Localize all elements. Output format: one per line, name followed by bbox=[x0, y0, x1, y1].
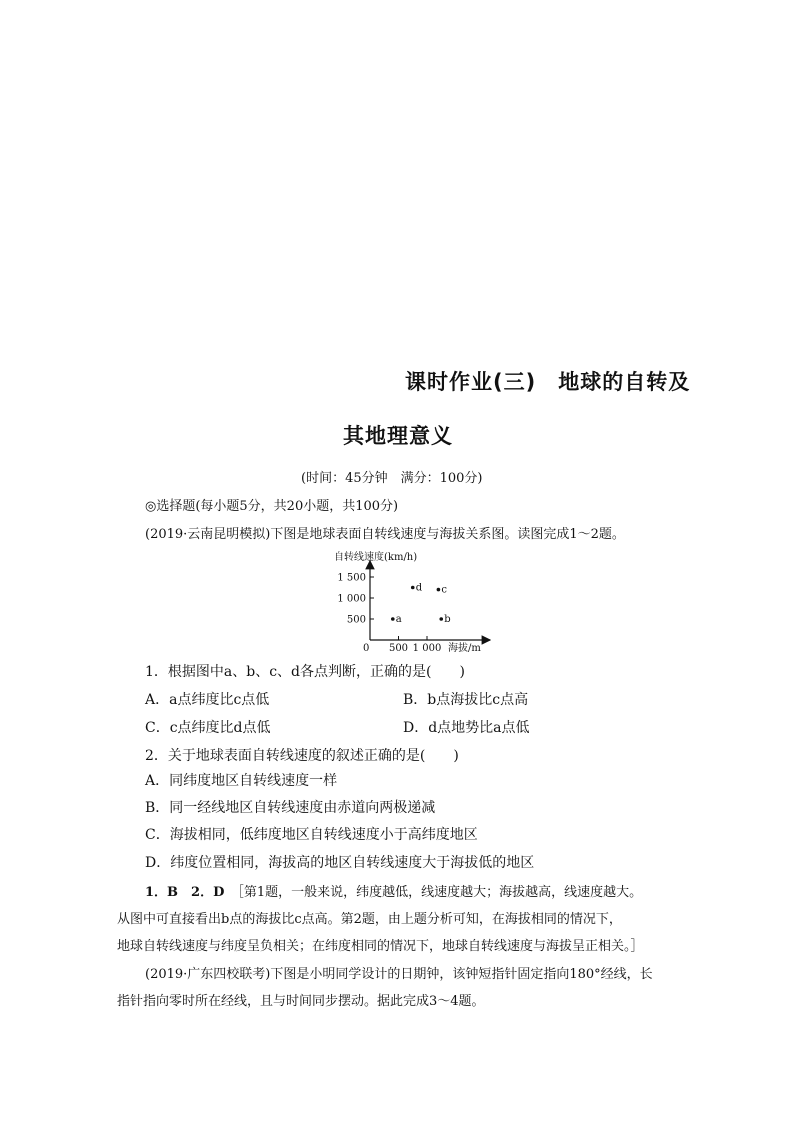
y-tick-label: 1 500 bbox=[337, 572, 366, 584]
q1-option-b: B．b点海拔比c点高 bbox=[403, 692, 529, 708]
origin-label: 0 bbox=[363, 643, 370, 654]
q1-stem: 1．根据图中a、b、c、d各点判断，正确的是( ) bbox=[145, 664, 465, 680]
point-label-d: d bbox=[415, 582, 423, 594]
answer-line2: 从图中可直接看出b点的海拔比c点高。第2题，由上题分析可知，在海拔相同的情况下， bbox=[117, 912, 622, 927]
point-c bbox=[437, 588, 441, 592]
y-axis-label: 自转线速度(km/h) bbox=[334, 552, 418, 563]
answer-line3: 地球自转线速度与纬度呈负相关；在纬度相同的情况下，地球自转线速度与海拔呈正相关。］ bbox=[117, 939, 644, 954]
q1-option-a: A．a点纬度比c点低 bbox=[145, 692, 270, 708]
section-heading: ◎选择题(每小题5分，共20小题，共100分) bbox=[145, 499, 399, 514]
x-ticks bbox=[389, 636, 441, 654]
y-tick-label: 500 bbox=[346, 614, 366, 626]
x-axis-label: 海拔/m bbox=[448, 643, 481, 654]
q1-option-d: D．d点地势比a点低 bbox=[403, 720, 530, 736]
answer-key: 1．B 2．D bbox=[145, 885, 225, 900]
point-a bbox=[391, 617, 395, 621]
q1-option-c: C．c点纬度比d点低 bbox=[145, 720, 271, 736]
x-tick-label: 500 bbox=[388, 643, 409, 654]
point-b bbox=[439, 617, 443, 621]
q2-stem: 2．关于地球表面自转线速度的叙述正确的是( ) bbox=[145, 748, 459, 764]
data-points bbox=[391, 583, 451, 626]
point-label-b: b bbox=[444, 614, 451, 625]
page-title-line2: 其地理意义 bbox=[343, 424, 453, 448]
q2-option-a: A．同纬度地区自转线速度一样 bbox=[145, 773, 338, 789]
x-tick-label: 1 000 bbox=[412, 643, 442, 654]
intro-q3-4-line2: 指针指向零时所在经线，且与时间同步摆动。据此完成3～4题。 bbox=[117, 994, 485, 1009]
point-label-c: c bbox=[441, 584, 448, 596]
intro-q3-4-line1: (2019·广东四校联考)下图是小明同学设计的日期钟，该钟短指针固定指向180°经线，长 bbox=[145, 967, 653, 982]
q2-option-b: B．同一经线地区自转线速度由赤道向两极递减 bbox=[145, 800, 436, 816]
exam-meta: (时间：45分钟 满分：100分) bbox=[301, 471, 483, 486]
q2-option-c: C．海拔相同，低纬度地区自转线速度小于高纬度地区 bbox=[145, 827, 478, 843]
page-title-line1: 课时作业(三) 地球的自转及 bbox=[405, 370, 691, 394]
point-d bbox=[411, 586, 415, 590]
q2-option-d: D．纬度位置相同，海拔高的地区自转线速度大于海拔低的地区 bbox=[145, 855, 535, 871]
y-ticks bbox=[337, 573, 374, 626]
point-label-a: a bbox=[395, 614, 402, 625]
y-tick-label: 1 000 bbox=[337, 593, 366, 605]
rotation-speed-chart bbox=[320, 545, 500, 655]
answer-line1: 1．B 2．D ［第1题，一般来说，纬度越低，线速度越大；海拔越高，线速度越大。 bbox=[145, 885, 643, 900]
intro-q1-2: (2019·云南昆明模拟)下图是地球表面自转线速度与海拔关系图。读图完成1～2题。 bbox=[145, 527, 625, 542]
